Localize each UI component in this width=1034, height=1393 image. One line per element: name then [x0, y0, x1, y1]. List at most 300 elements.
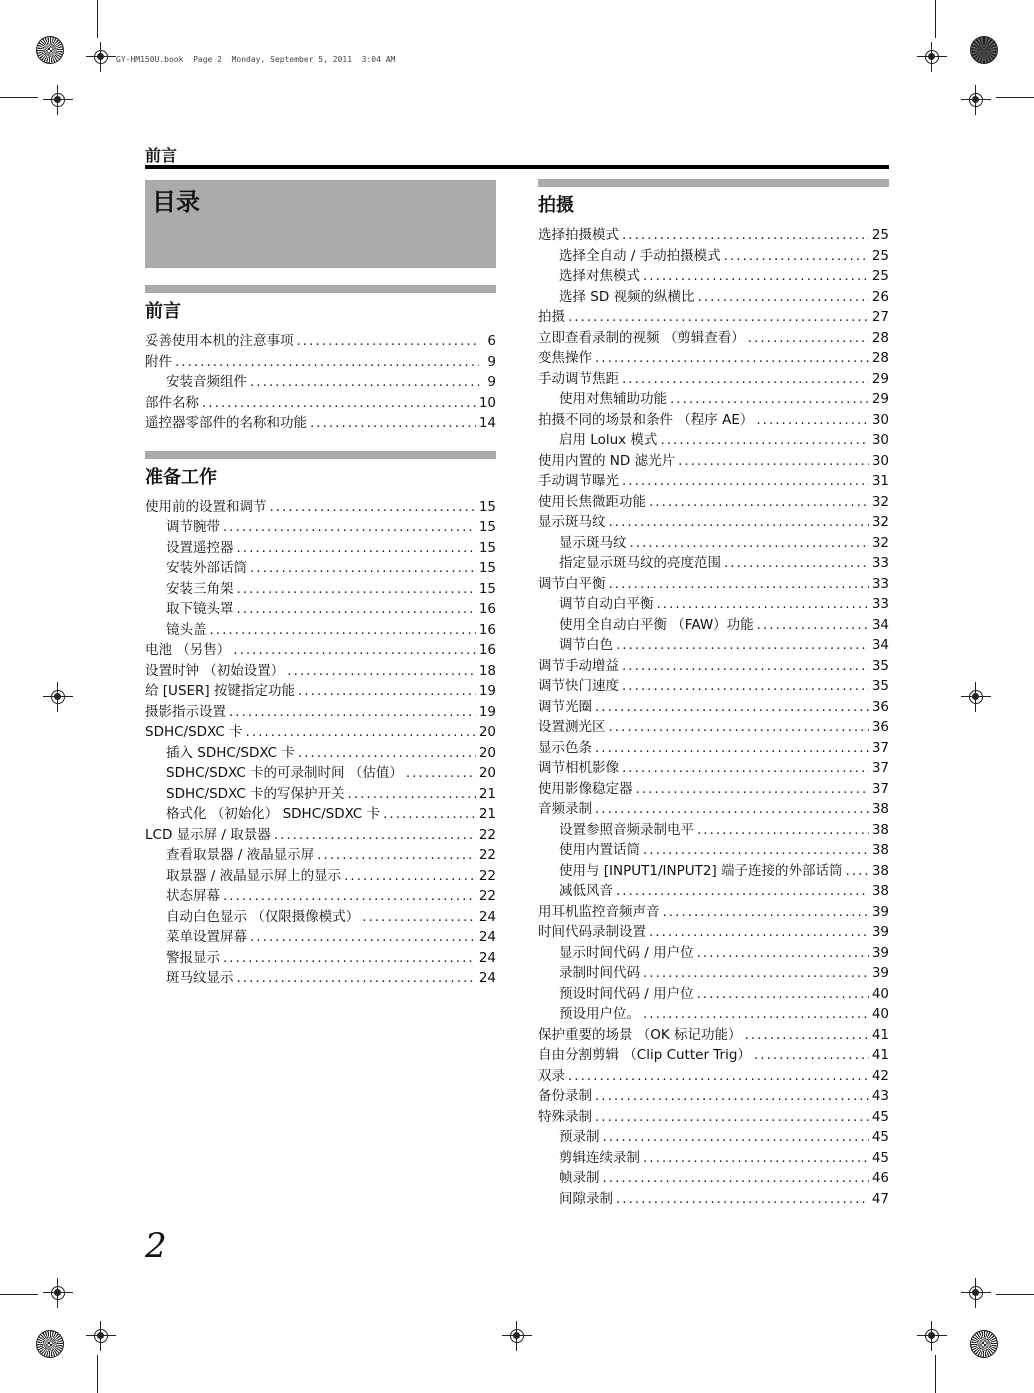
toc-entry-title: 使用内置话筒	[559, 842, 640, 858]
toc-entry-title: 附件	[145, 353, 172, 370]
toc-entry[interactable]	[538, 697, 889, 718]
toc-entry-page: 15	[478, 560, 496, 576]
toc-entry[interactable]	[538, 1189, 889, 1210]
toc-entry-title: 手动调节曝光	[538, 473, 619, 489]
toc-entry-page: 36	[871, 698, 889, 715]
toc-entry-title: 显示时间代码 / 用户位	[559, 944, 694, 961]
toc-entry-title: 间隙录制	[559, 1190, 613, 1207]
toc-entry-title: 设置测光区	[538, 719, 606, 735]
trim-line	[0, 97, 38, 98]
leader-dots	[622, 676, 869, 697]
leader-dots	[846, 861, 869, 882]
toc-entry-page: 20	[478, 724, 496, 740]
leader-dots	[724, 246, 869, 267]
toc-entry-page: 33	[871, 575, 889, 592]
toc-entry-title: 取景器 / 液晶显示屏上的显示	[166, 867, 342, 884]
toc-entry-title: SDHC/SDXC 卡的可录制时间 （估值）	[166, 765, 403, 781]
toc-entry[interactable]	[538, 348, 889, 369]
leader-dots	[348, 784, 476, 805]
toc-entry[interactable]	[538, 574, 889, 595]
toc-entry[interactable]	[538, 717, 889, 738]
toc-entry-page: 33	[871, 596, 889, 612]
toc-entry-page: 39	[871, 944, 889, 961]
toc-entry-title: 给 [USER] 按键指定功能	[145, 683, 295, 699]
toc-entry[interactable]	[538, 492, 889, 513]
toc-entry[interactable]	[538, 430, 889, 451]
leader-dots	[697, 943, 869, 964]
leader-dots	[643, 840, 869, 861]
toc-entry[interactable]	[145, 661, 496, 682]
toc-entry-page: 32	[871, 534, 889, 551]
toc-entry-page: 41	[871, 1026, 889, 1043]
toc-entry-page: 37	[871, 780, 889, 797]
toc-entry[interactable]	[538, 1168, 889, 1189]
registration-mark	[917, 1321, 947, 1351]
toc-entry-page: 25	[871, 247, 889, 264]
trim-line	[97, 0, 98, 38]
toc-entry-title: 安装外部话筒	[166, 560, 247, 576]
toc-entry-title: SDHC/SDXC 卡的写保护开关	[166, 785, 345, 802]
toc-entry[interactable]	[538, 1045, 889, 1066]
toc-entry[interactable]	[538, 984, 889, 1005]
toc-entry[interactable]	[538, 389, 889, 410]
toc-entry-title: 自由分割剪辑 （Clip Cutter Trig）	[538, 1047, 751, 1063]
toc-entry-title: 立即查看录制的视频 （剪辑查看）	[538, 329, 745, 346]
toc-entry-title: 变焦操作	[538, 350, 592, 366]
toc-entry-page: 39	[871, 965, 889, 981]
toc-entry-title: 用耳机监控音频声音	[538, 903, 660, 920]
leader-dots	[595, 348, 869, 369]
color-wheel-mark	[970, 36, 998, 64]
toc-entry-page: 34	[871, 637, 889, 653]
toc-entry-page: 38	[871, 801, 889, 817]
toc-entry-page: 43	[871, 1088, 889, 1104]
leader-dots	[595, 738, 869, 759]
toc-entry-title: 调节手动增益	[538, 657, 619, 674]
leader-dots	[406, 763, 476, 784]
leader-dots	[223, 517, 476, 538]
color-wheel-mark	[970, 1330, 998, 1358]
toc-entry-page: 28	[871, 329, 889, 346]
toc-entry[interactable]	[538, 1086, 889, 1107]
color-wheel-mark	[36, 36, 64, 64]
leader-dots	[237, 579, 476, 600]
toc-entry-page: 33	[871, 555, 889, 571]
leader-dots	[233, 640, 476, 661]
toc-entry[interactable]	[145, 517, 496, 538]
toc-entry[interactable]	[538, 1127, 889, 1148]
toc-entry-page: 45	[871, 1149, 889, 1166]
toc-entry-title: 取下镜头罩	[166, 601, 234, 617]
toc-entry[interactable]	[538, 840, 889, 861]
group-bar	[145, 285, 496, 293]
leader-dots	[657, 594, 869, 615]
leader-dots	[622, 656, 869, 677]
trim-line	[935, 1355, 936, 1393]
group-bar	[145, 451, 496, 459]
leader-dots	[603, 1168, 869, 1189]
toc-entry-page: 31	[871, 473, 889, 489]
toc-entry-page: 38	[871, 883, 889, 899]
leader-dots	[274, 825, 476, 846]
leader-dots	[636, 779, 869, 800]
toc-entry-title: 减低风音	[559, 883, 613, 899]
toc-entry-page: 9	[487, 353, 496, 370]
toc-entry[interactable]	[145, 579, 496, 600]
registration-mark	[86, 1321, 116, 1351]
leader-dots	[616, 881, 869, 902]
registration-mark	[961, 1278, 991, 1308]
toc-entry-page: 30	[871, 452, 889, 469]
leader-dots	[609, 574, 869, 595]
toc-entry[interactable]	[145, 784, 496, 805]
toc-entry-title: 选择对焦模式	[559, 268, 640, 284]
toc-entry[interactable]	[538, 451, 889, 472]
toc-entry[interactable]	[145, 702, 496, 723]
trim-line	[97, 1355, 98, 1393]
leader-dots	[270, 497, 476, 518]
toc-entry-page: 38	[871, 842, 889, 858]
toc-entry[interactable]	[538, 410, 889, 431]
registration-mark	[43, 1278, 73, 1308]
toc-entry-page: 29	[871, 370, 889, 387]
leader-dots	[670, 389, 869, 410]
toc-entry-title: 选择拍摄模式	[538, 227, 619, 243]
toc-entry-title: 双录	[538, 1067, 565, 1084]
toc-entry-page: 16	[478, 621, 496, 638]
leader-dots	[237, 538, 476, 559]
toc-entry[interactable]	[145, 927, 496, 948]
toc-title: 目录	[152, 188, 200, 216]
toc-entry[interactable]	[538, 820, 889, 841]
toc-entry-page: 46	[871, 1170, 889, 1186]
toc-entry[interactable]	[145, 866, 496, 887]
toc-entry[interactable]	[538, 512, 889, 533]
toc-entry[interactable]	[145, 763, 496, 784]
toc-entry-title: 使用对焦辅助功能	[559, 391, 667, 407]
leader-dots	[229, 702, 476, 723]
toc-entry-page: 36	[871, 719, 889, 735]
toc-entry[interactable]	[145, 825, 496, 846]
leader-dots	[622, 369, 869, 390]
toc-entry[interactable]	[145, 968, 496, 989]
toc-entry-page: 16	[478, 601, 496, 617]
toc-entry-page: 20	[478, 744, 496, 761]
toc-entry[interactable]	[538, 1148, 889, 1169]
toc-entry-page: 35	[871, 678, 889, 694]
toc-entry-page: 6	[487, 333, 496, 349]
toc-entry-page: 32	[871, 514, 889, 530]
leader-dots	[616, 1189, 869, 1210]
toc-entry-page: 22	[478, 867, 496, 884]
toc-entry-page: 26	[871, 288, 889, 305]
toc-entry[interactable]	[145, 558, 496, 579]
toc-entry[interactable]	[538, 656, 889, 677]
leader-dots	[748, 328, 869, 349]
toc-entry[interactable]	[538, 738, 889, 759]
toc-entry[interactable]	[538, 1107, 889, 1128]
toc-entry-page: 38	[871, 862, 889, 879]
toc-entry[interactable]	[538, 225, 889, 246]
registration-mark	[502, 1321, 532, 1351]
leader-dots	[175, 352, 479, 373]
toc-entry[interactable]	[538, 287, 889, 308]
toc-entry-title: 设置参照音频录制电平	[559, 821, 694, 838]
toc-entry-title: 调节白色	[559, 637, 613, 653]
toc-entry-page: 19	[478, 703, 496, 720]
toc-group	[538, 179, 889, 1209]
color-wheel-mark	[36, 1330, 64, 1358]
toc-entry[interactable]	[145, 599, 496, 620]
toc-entry-title: 设置遥控器	[166, 539, 234, 556]
toc-entry-title: 妥善使用本机的注意事项	[145, 333, 294, 349]
toc-entry-title: 手动调节焦距	[538, 370, 619, 387]
leader-dots	[298, 743, 476, 764]
toc-entry-title: 录制时间代码	[559, 965, 640, 981]
toc-entry[interactable]	[538, 246, 889, 267]
toc-entry[interactable]	[145, 845, 496, 866]
toc-entry[interactable]	[538, 594, 889, 615]
leader-dots	[298, 681, 476, 702]
toc-entry[interactable]	[538, 902, 889, 923]
toc-group	[145, 451, 496, 989]
registration-mark	[917, 42, 947, 72]
leader-dots	[568, 1066, 869, 1087]
toc-entry-page: 15	[478, 519, 496, 535]
toc-entry-title: 调节相机影像	[538, 760, 619, 776]
leader-dots	[660, 430, 868, 451]
leader-dots	[603, 1127, 869, 1148]
toc-entry-title: 音频录制	[538, 801, 592, 817]
toc-entry-page: 38	[871, 821, 889, 838]
leader-dots	[697, 820, 869, 841]
leader-dots	[643, 266, 869, 287]
leader-dots	[616, 635, 869, 656]
toc-entry-title: 遥控器零部件的名称和功能	[145, 415, 307, 431]
toc-title-box	[145, 180, 496, 268]
toc-entry[interactable]	[145, 413, 496, 434]
toc-entry[interactable]	[538, 615, 889, 636]
toc-entry[interactable]	[538, 307, 889, 328]
leader-dots	[202, 393, 476, 414]
toc-entry[interactable]	[145, 640, 496, 661]
toc-entry[interactable]	[145, 886, 496, 907]
toc-entry-page: 24	[478, 970, 496, 986]
toc-entry-page: 47	[871, 1190, 889, 1207]
toc-entry[interactable]	[538, 758, 889, 779]
registration-mark	[86, 42, 116, 72]
toc-entry-title: 使用与 [INPUT1/INPUT2] 端子连接的外部话筒	[559, 862, 843, 879]
toc-entry-page: 28	[871, 350, 889, 366]
toc-entry-title: 预设用户位。	[559, 1006, 640, 1022]
toc-entry-page: 22	[478, 847, 496, 863]
toc-entry-title: 摄影指示设置	[145, 703, 226, 720]
toc-entry-page: 37	[871, 760, 889, 776]
registration-mark	[961, 682, 991, 712]
toc-entry-title: 帧录制	[559, 1170, 600, 1186]
toc-entry-title: 备份录制	[538, 1088, 592, 1104]
toc-entry-title: 斑马纹显示	[166, 970, 234, 986]
leader-dots	[622, 225, 869, 246]
toc-entry-page: 41	[871, 1047, 889, 1063]
toc-entry[interactable]	[538, 861, 889, 882]
toc-entry-title: 警报显示	[166, 949, 220, 966]
toc-entry[interactable]	[145, 352, 496, 373]
toc-entry-page: 29	[871, 391, 889, 407]
toc-entry-title: 部件名称	[145, 394, 199, 411]
leader-dots	[344, 866, 476, 887]
toc-left-groups	[145, 285, 496, 989]
toc-entry-title: 显示色条	[538, 739, 592, 756]
toc-entry-page: 40	[871, 1006, 889, 1022]
toc-entry[interactable]	[538, 963, 889, 984]
toc-entry[interactable]	[145, 804, 496, 825]
toc-entry-page: 40	[871, 985, 889, 1002]
leader-dots	[223, 948, 476, 969]
leader-dots	[317, 845, 476, 866]
leader-dots	[246, 722, 476, 743]
leader-dots	[383, 804, 476, 825]
toc-entry[interactable]	[538, 266, 889, 287]
toc-entry-page: 22	[478, 826, 496, 843]
leader-dots	[595, 799, 869, 820]
toc-entry[interactable]	[538, 943, 889, 964]
toc-entry[interactable]	[538, 676, 889, 697]
leader-dots	[595, 697, 869, 718]
toc-entry-page: 35	[871, 657, 889, 674]
toc-entry[interactable]	[145, 497, 496, 518]
leader-dots	[678, 451, 869, 472]
leader-dots	[663, 902, 869, 923]
toc-entry[interactable]	[538, 369, 889, 390]
toc-entry[interactable]	[538, 471, 889, 492]
toc-entry-title: LCD 显示屏 / 取景器	[145, 826, 271, 843]
toc-entry-title: 预设时间代码 / 用户位	[559, 985, 694, 1002]
toc-entry-page: 25	[871, 268, 889, 284]
toc-entry[interactable]	[538, 922, 889, 943]
toc-entry-title: 显示斑马纹	[538, 514, 606, 530]
leader-dots	[595, 1086, 869, 1107]
toc-entry-page: 14	[478, 415, 496, 431]
toc-right-column	[538, 179, 889, 1209]
leader-dots	[568, 307, 869, 328]
toc-entry-title: 调节白平衡	[538, 575, 606, 592]
leader-dots	[250, 558, 476, 579]
leader-dots	[754, 1045, 869, 1066]
leader-dots	[595, 1107, 869, 1128]
leader-dots	[237, 599, 476, 620]
toc-entries	[538, 225, 889, 1209]
toc-entry-page: 32	[871, 493, 889, 510]
toc-entry-title: 时间代码录制设置	[538, 924, 646, 940]
toc-entry[interactable]	[538, 799, 889, 820]
toc-entry-page: 30	[871, 432, 889, 448]
registration-mark	[43, 85, 73, 115]
toc-entry-title: 拍摄	[538, 309, 565, 325]
leader-dots	[210, 620, 476, 641]
leader-dots	[698, 287, 869, 308]
toc-entry-page: 22	[478, 888, 496, 904]
toc-entry[interactable]	[145, 948, 496, 969]
toc-entry[interactable]	[538, 779, 889, 800]
leader-dots	[630, 533, 869, 554]
toc-entry-page: 37	[871, 739, 889, 756]
toc-entry[interactable]	[145, 331, 496, 352]
toc-entry-page: 27	[871, 309, 889, 325]
toc-entry-title: 插入 SDHC/SDXC 卡	[166, 744, 295, 761]
toc-group	[145, 285, 496, 434]
toc-entry-page: 10	[478, 394, 496, 411]
toc-entry[interactable]	[538, 1004, 889, 1025]
leader-dots	[649, 922, 869, 943]
toc-entry[interactable]	[538, 533, 889, 554]
group-heading: 准备工作	[145, 466, 217, 488]
group-bar	[538, 179, 889, 187]
leader-dots	[223, 886, 476, 907]
toc-entry-page: 39	[871, 903, 889, 920]
toc-entry-title: 状态屏幕	[166, 888, 220, 904]
toc-entry-title: 拍摄不同的场景和条件 （程序 AE）	[538, 411, 754, 428]
toc-entry[interactable]	[538, 1025, 889, 1046]
toc-entry[interactable]	[145, 907, 496, 928]
trim-line	[996, 97, 1034, 98]
leader-dots	[609, 512, 869, 533]
toc-entry-title: 保护重要的场景 （OK 标记功能）	[538, 1026, 742, 1043]
trim-line	[996, 1294, 1034, 1295]
toc-entry-title: 使用前的设置和调节	[145, 498, 267, 515]
toc-entry[interactable]	[538, 553, 889, 574]
toc-entry-title: 电池 （另售）	[145, 642, 231, 658]
registration-mark	[43, 682, 73, 712]
toc-entry[interactable]	[145, 620, 496, 641]
toc-entry-page: 15	[478, 539, 496, 556]
leader-dots	[362, 907, 476, 928]
leader-dots	[724, 553, 869, 574]
trim-line	[0, 1294, 38, 1295]
leader-dots	[250, 372, 479, 393]
section-label: 前言	[145, 146, 178, 165]
toc-entry-page: 39	[871, 924, 889, 940]
leader-dots	[250, 927, 476, 948]
toc-entry[interactable]	[538, 1066, 889, 1087]
toc-entry[interactable]	[145, 538, 496, 559]
toc-entry-page: 18	[478, 662, 496, 679]
toc-entry[interactable]	[538, 635, 889, 656]
toc-entry-page: 24	[478, 908, 496, 925]
toc-entry[interactable]	[145, 372, 496, 393]
toc-entry-title: 调节快门速度	[538, 678, 619, 694]
toc-entry[interactable]	[538, 328, 889, 349]
toc-entry-page: 19	[478, 683, 496, 699]
toc-entry-title: 安装三角架	[166, 580, 234, 597]
toc-entry-title: 特殊录制	[538, 1108, 592, 1125]
toc-entry[interactable]	[538, 881, 889, 902]
leader-dots	[697, 984, 869, 1005]
toc-entry-title: 使用内置的 ND 滤光片	[538, 452, 676, 469]
leader-dots	[237, 968, 476, 989]
toc-entry[interactable]	[145, 743, 496, 764]
toc-left-column	[145, 180, 496, 989]
toc-entry[interactable]	[145, 681, 496, 702]
leader-dots	[297, 331, 480, 352]
toc-entry-page: 20	[478, 765, 496, 781]
toc-entry-title: 查看取景器 / 液晶显示屏	[166, 847, 315, 863]
toc-entry[interactable]	[145, 393, 496, 414]
toc-entry-page: 16	[478, 642, 496, 658]
toc-entry[interactable]	[145, 722, 496, 743]
toc-entry-page: 42	[871, 1067, 889, 1084]
toc-entry-title: 使用长焦微距功能	[538, 493, 646, 510]
